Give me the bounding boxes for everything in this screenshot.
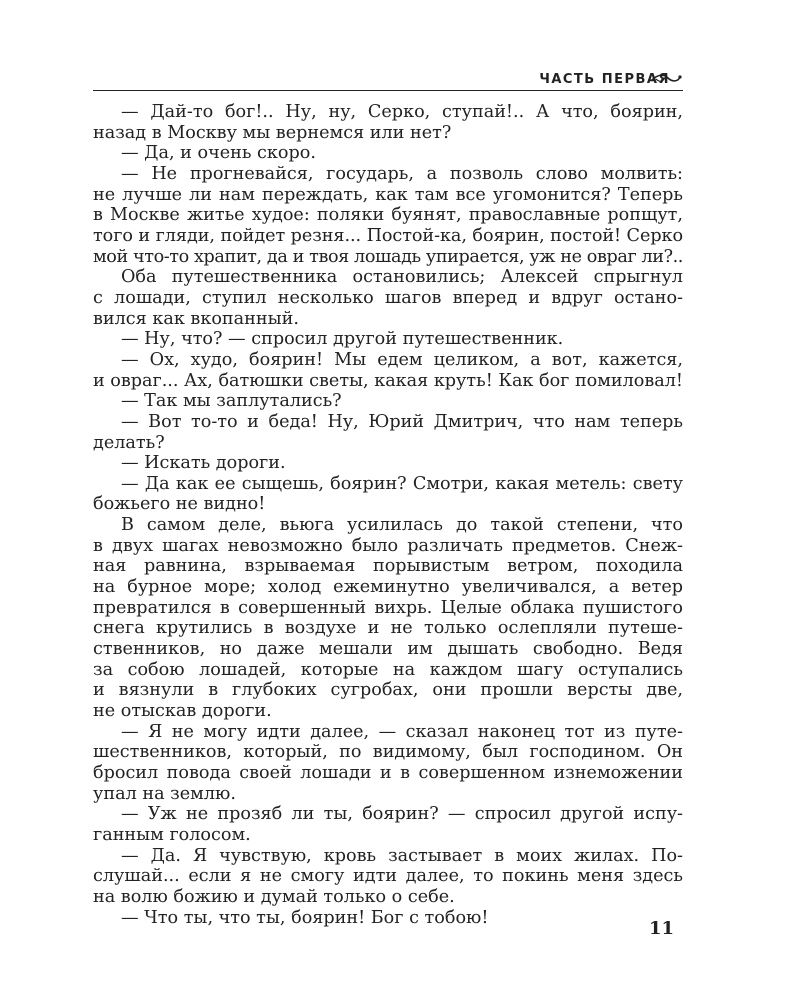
text-line: снега крутились в воздухе и не только ослепляли путеше- (93, 618, 683, 639)
text-line: — Ну, что? — спросил другой путешественник. (121, 329, 564, 350)
text-line: Оба путешественника остановились; Алексей спрыгнул (121, 267, 683, 288)
text-line: — Не прогневайся, государь, а позволь слово молвить: (121, 163, 683, 184)
text-line: назад в Москву мы вернемся или нет? (93, 122, 452, 143)
text-line: делать? (93, 432, 165, 453)
text-line: — Да, и очень скоро. (121, 143, 316, 164)
text-line: ганным голосом. (93, 824, 251, 845)
running-header (0, 64, 800, 94)
text-line: бросил повода своей лошади и в совершенном изнеможении (93, 763, 683, 783)
text-line: того и гляди, пойдет резня... Постой-ка, боярин, постой! Серко (93, 225, 683, 246)
text-line: — Да как ее сыщешь, боярин? Смотри, какая метель: свету (121, 473, 683, 494)
text-line: вился как вкопанный. (93, 308, 299, 329)
text-line: — Искать дороги. (121, 453, 286, 474)
text-line: не лучше ли нам переждать, как там все угомонится? Теперь (93, 184, 683, 205)
text-line: с лошади, ступил несколько шагов вперед и вдруг остано- (93, 287, 683, 308)
text-line: — Ох, худо, боярин! Мы едем целиком, а вот, кажется, (121, 349, 683, 370)
text-line: упал на землю. (93, 783, 236, 804)
text-line: — Да. Я чувствую, кровь застывает в моих жилах. По- (121, 845, 683, 866)
text-line: слушай... если я не смогу идти далее, то покинь меня здесь (93, 866, 683, 887)
text-line: ственников, но даже мешали им дышать свободно. Ведя (93, 639, 683, 660)
text-line: — Дай-то бог!.. Ну, ну, Серко, ступай!.. А что, боярин, (121, 102, 683, 122)
body-text (93, 102, 683, 928)
text-line: ная равнина, взрываемая порывистым ветром, походила (93, 556, 683, 577)
header-rule (93, 90, 683, 91)
text-line: — Уж не прозяб ли ты, боярин? — спросил другой испу- (121, 804, 683, 825)
text-line: и овраг... Ах, батюшки светы, какая круть! Как бог помиловал! (93, 370, 683, 391)
text-line: превратился в совершенный вихрь. Целые облака пушистого (93, 597, 683, 618)
text-line: на бурное море; холод ежеминутно увеличивался, а ветер (93, 577, 683, 598)
text-line: — Что ты, что ты, боярин! Бог с тобою! (121, 907, 489, 928)
page-number: 11 (648, 918, 674, 939)
text-line: не отыскав дороги. (93, 701, 272, 722)
text-line: — Так мы заплутались? (121, 391, 342, 412)
text-line: за собою лошадей, которые на каждом шагу оступались (93, 659, 683, 680)
section-title: ЧАСТЬ ПЕРВАЯ (539, 72, 670, 87)
text-line: — Вот то-то и беда! Ну, Юрий Дмитрич, что нам теперь (121, 411, 683, 432)
text-line: и вязнули в глубоких сугробах, они прошли версты две, (93, 680, 683, 701)
text-line: божьего не видно! (93, 494, 266, 515)
text-line: в Москве житье худое: поляки буянят, православные ропщут, (93, 205, 683, 226)
text-line: шественников, который, по видимому, был господином. Он (93, 742, 683, 763)
text-line: в двух шагах невозможно было различать предметов. Снеж- (93, 535, 683, 556)
text-line: на волю божию и думай только о себе. (93, 886, 455, 907)
ornament-flourish-icon (650, 72, 682, 84)
text-line: — Я не могу идти далее, — сказал наконец тот из путе- (121, 721, 683, 742)
text-line: мой что-то храпит, да и твоя лошадь упирается, уж не овраг ли?.. (93, 246, 683, 267)
text-line: В самом деле, вьюга усилилась до такой степени, что (121, 515, 683, 536)
